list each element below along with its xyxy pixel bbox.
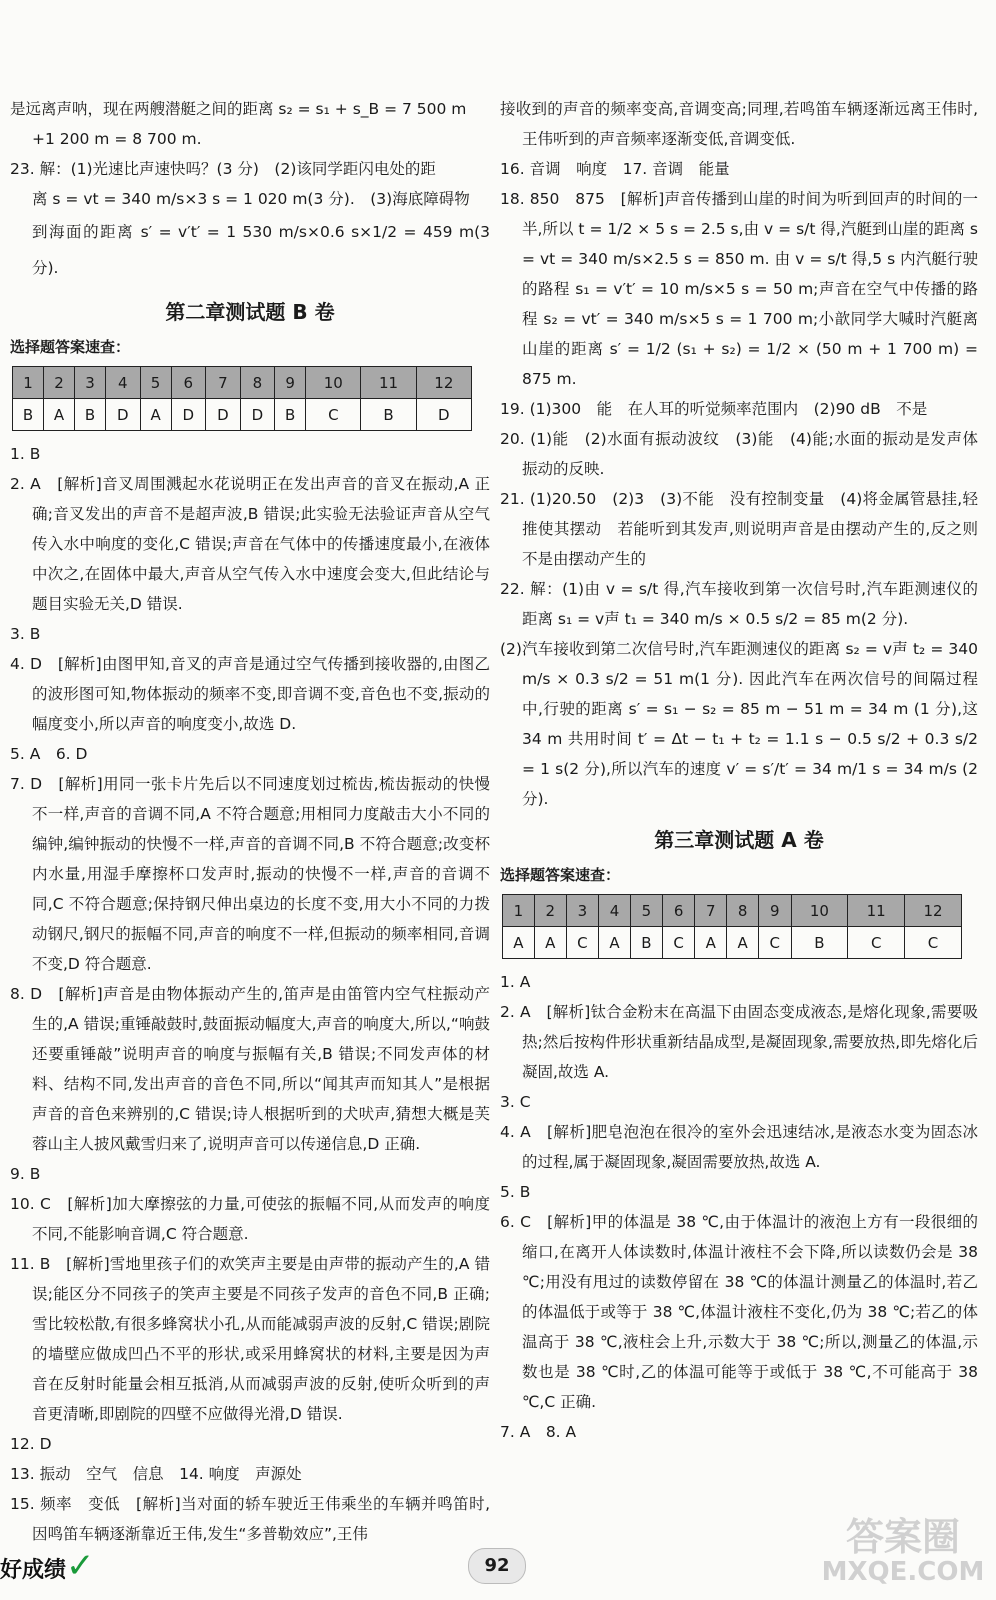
- table-cell: C: [306, 399, 361, 431]
- answer-item: 2. A [解析]音叉周围溅起水花说明正在发出声音的音叉在振动,A 正确;音叉发出的声音不是超声波,B 错误;此实验无法验证声音从空气传入水中响度的变化,C 错误;声音在气体中的传播速度最小,在液体中次之,在固体中最大,声音从空气传入水中速度会变大,但此结论与题目实验无关,D 错误.: [10, 475, 490, 613]
- table-cell: 4: [599, 895, 631, 927]
- table-cell: A: [534, 927, 566, 959]
- table-cell: 4: [106, 367, 141, 399]
- answer-item: 7. A 8. A: [500, 1423, 577, 1441]
- answer-item: 1. A: [500, 973, 531, 991]
- table-cell: A: [44, 399, 75, 431]
- table-cell: 9: [759, 895, 791, 927]
- table-cell: A: [695, 927, 727, 959]
- answer-item: (2)汽车接收到第二次信号时,汽车距测速仪的距离 s₂ = v声 t₂ = 340 m/s × 0.3 s/2 = 51 m(1 分). 因此汽车在两次信号的间隔过程中,行驶的距离 s′ = s₁ − s₂ = 85 m − 51 m = 34 m (1 分),这 34 m 共用时间 t′ = Δt − t₁ + t₂ = 1.1 s − 0.5 s/2 + 0.3 s/2 = 1 s(2 分),所以汽车的速度 v′ = s′/t′ = 34 m/1 s = 34 m/s (2 分).: [500, 640, 978, 808]
- answer-item: 22. 解：(1)由 v = s/t 得,汽车接收到第一次信号时,汽车距测速仪的距离 s₁ = v声 t₁ = 340 m/s × 0.5 s/2 = 85 m(2 分).: [500, 580, 978, 628]
- table-cell: 5: [630, 895, 662, 927]
- table-cell: 9: [275, 367, 306, 399]
- table-cell: D: [206, 399, 241, 431]
- watermark-sub: MXQE.COM: [821, 1557, 985, 1587]
- checkmark-icon: ✓: [66, 1546, 95, 1586]
- table-cell: D: [171, 399, 206, 431]
- prev-line: 是远离声呐，现在两艘潜艇之间的距离 s₂ = s₁ + s_B = 7 500 m: [10, 100, 467, 118]
- table-cell: B: [630, 927, 662, 959]
- table-cell: B: [75, 399, 106, 431]
- left-column: [10, 94, 490, 1549]
- table-cell: 8: [240, 367, 275, 399]
- table-cell: 1: [13, 367, 44, 399]
- answer-item: 11. B [解析]雪地里孩子们的欢笑声主要是由声带的振动产生的,A 错误;能区分不同孩子的笑声主要是不同孩子发声的音色不同,B 正确;雪比较松散,有很多蜂窝状小孔,从而能减弱声波的反射,C 错误;剧院的墙壁应做成凹凸不平的形状,或采用蜂窝状的材料,主要是因为声音在反射时能量会相互抵消,从而减弱声波的反射,使听众听到的声音更清晰,即剧院的四壁不应做得光滑,D 错误.: [10, 1255, 490, 1423]
- table-cell: C: [662, 927, 694, 959]
- watermark-main: 答案圈: [845, 1515, 960, 1559]
- table-cell: D: [106, 399, 141, 431]
- table-cell: D: [240, 399, 275, 431]
- table-caption: 选择题答案速查：: [500, 866, 621, 884]
- table-cell: A: [599, 927, 631, 959]
- answer-item: 10. C [解析]加大摩擦弦的力量,可使弦的振幅不同,从而发声的响度不同,不能影响音调,C 符合题意.: [10, 1195, 490, 1243]
- table-cell: 10: [791, 895, 848, 927]
- table-cell: C: [848, 927, 905, 959]
- table-cell: 11: [848, 895, 905, 927]
- table-cell: 6: [662, 895, 694, 927]
- table-cell: 5: [140, 367, 171, 399]
- table-cell: 11: [361, 367, 416, 399]
- brand-logo: [0, 1546, 95, 1591]
- answer-list-ch2b: [10, 439, 490, 1549]
- prev-line: 离 s = vt = 340 m/s×3 s = 1 020 m(3 分). (3)海底障碍物: [32, 190, 470, 208]
- section-title-ch3a: 第三章测试题 A 卷: [654, 828, 824, 852]
- answer-item: 4. A [解析]肥皂泡泡在很冷的室外会迅速结冰,是液态水变为固态冰的过程,属于凝固现象,凝固需要放热,故选 A.: [500, 1123, 978, 1171]
- table-cell: 12: [905, 895, 962, 927]
- table-cell: A: [140, 399, 171, 431]
- prev-line: 到海面的距离 s′ = v′t′ = 1 530 m/s×0.6 s×1/2 = 459 m(3 分).: [32, 223, 490, 277]
- answer-item: 13. 振动 空气 信息 14. 响度 声源处: [10, 1465, 302, 1483]
- answer-item: 3. C: [500, 1093, 531, 1111]
- answer-item: 5. B: [500, 1183, 531, 1201]
- answer-item: 18. 850 875 [解析]声音传播到山崖的时间为听到回声的时间的一半,所以 t = 1/2 × 5 s = 2.5 s,由 v = s/t 得,汽艇到山崖的距离 s = vt = 340 m/s×2.5 s = 850 m. 由 v = s/t 得,5 s 内汽艇行驶的路程 s₁ = v′t′ = 10 m/s×5 s = 50 m;声音在空气中传播的路程 s₂ = vt′ = 340 m/s×5 s = 1 700 m;小歆同学大喊时汽艇离山崖的距离 s′ = 1/2 (s₁ + s₂) = 1/2 × (50 m + 1 700 m) = 875 m.: [500, 190, 978, 388]
- table-cell: 10: [306, 367, 361, 399]
- watermark: [818, 1516, 988, 1596]
- right-column: [500, 94, 978, 1447]
- answer-item: 接收到的声音的频率变高,音调变高;同理,若鸣笛车辆逐渐远离王伟时,王伟听到的声音频率逐渐变低,音调变低.: [500, 100, 978, 148]
- answer-item: 9. B: [10, 1165, 41, 1183]
- table-cell: 12: [416, 367, 471, 399]
- table-cell: B: [791, 927, 848, 959]
- table-cell: 7: [695, 895, 727, 927]
- answer-item: 8. D [解析]声音是由物体振动产生的,笛声是由笛管内空气柱振动产生的,A 错误;重锤敲鼓时,鼓面振动幅度大,声音的响度大,所以,“响鼓还要重锤敲”说明声音的响度与振幅有关,B 错误;不同发声体的材料、结构不同,发出声音的音色不同,所以“闻其声而知其人”是根据声音的音色来辨别的,C 错误;诗人根据听到的犬吠声,猜想大概是芙蓉山主人披风戴雪归来了,说明声音可以传递信息,D 正确.: [10, 985, 490, 1153]
- table-cell: C: [759, 927, 791, 959]
- answer-item: 15. 频率 变低 [解析]当对面的轿车驶近王伟乘坐的车辆并鸣笛时,因鸣笛车辆逐渐靠近王伟,发生“多普勒效应”,王伟: [10, 1495, 490, 1543]
- answer-item: 20. (1)能 (2)水面有振动波纹 (3)能 (4)能;水面的振动是发声体振动的反映.: [500, 430, 978, 478]
- answer-item: 7. D [解析]用同一张卡片先后以不同速度划过梳齿,梳齿振动的快慢不一样,声音的音调不同,A 不符合题意;用相同力度敲击大小不同的编钟,编钟振动的快慢不一样,声音的音调不同,B 不符合题意;改变杯内水量,用湿手摩擦杯口发声时,振动的快慢不一样,声音的音调不同,C 不符合题意;保持钢尺伸出桌边的长度不变,用大小不同的力拨动钢尺,钢尺的振幅不同,声音的响度不一样,但振动的频率相同,音调不变,D 符合题意.: [10, 775, 490, 973]
- table-cell: D: [416, 399, 471, 431]
- answer-list-ch3a: [500, 967, 978, 1447]
- page-number: 92: [468, 1548, 526, 1584]
- table-cell: 6: [171, 367, 206, 399]
- answer-item: 2. A [解析]钛合金粉末在高温下由固态变成液态,是熔化现象,需要吸热;然后按构件形状重新结晶成型,是凝固现象,需要放热,即先熔化后凝固,故选 A.: [500, 1003, 978, 1081]
- section-title-ch2b: 第二章测试题 B 卷: [165, 300, 335, 324]
- answer-item: 4. D [解析]由图甲知,音叉的声音是通过空气传播到接收器的,由图乙的波形图可知,物体振动的频率不变,即音调不变,音色也不变,振动的幅度变小,所以声音的响度变小,故选 D.: [10, 655, 490, 733]
- answer-list-continued: [500, 94, 978, 814]
- answer-table-ch3a: [502, 894, 962, 959]
- prev-line: 23. 解：(1)光速比声速快吗？(3 分) (2)该同学距闪电处的距: [10, 160, 436, 178]
- table-cell: C: [905, 927, 962, 959]
- table-cell: 2: [44, 367, 75, 399]
- table-cell: B: [275, 399, 306, 431]
- prev-line: +1 200 m = 8 700 m.: [32, 130, 202, 148]
- table-cell: C: [566, 927, 598, 959]
- answer-item: 16. 音调 响度 17. 音调 能量: [500, 160, 730, 178]
- table-cell: B: [13, 399, 44, 431]
- table-cell: 1: [503, 895, 535, 927]
- table-cell: A: [503, 927, 535, 959]
- answer-item: 19. (1)300 能 在人耳的听觉频率范围内 (2)90 dB 不是: [500, 400, 928, 418]
- answer-item: 6. C [解析]甲的体温是 38 ℃,由于体温计的液泡上方有一段很细的缩口,在离开人体读数时,体温计液柱不会下降,所以读数仍会是 38 ℃;用没有甩过的读数停留在 38 ℃的体温计测量乙的体温时,若乙的体温低于或等于 38 ℃,体温计液柱不变化,仍为 38 ℃;若乙的体温高于 38 ℃,液柱会上升,示数大于 38 ℃;所以,测量乙的体温,示数也是 38 ℃时,乙的体温可能等于或低于 38 ℃,不可能高于 38 ℃,C 正确.: [500, 1213, 978, 1411]
- answer-item: 3. B: [10, 625, 41, 643]
- brand-text: 好成绩: [0, 1558, 67, 1583]
- table-cell: A: [727, 927, 759, 959]
- answer-item: 21. (1)20.50 (2)3 (3)不能 没有控制变量 (4)将金属管悬挂,轻推使其摆动 若能听到其发声,则说明声音是由摆动产生的,反之则不是由摆动产生的: [500, 490, 978, 568]
- table-cell: 2: [534, 895, 566, 927]
- table-cell: 3: [566, 895, 598, 927]
- answer-item: 5. A 6. D: [10, 745, 88, 763]
- table-cell: 3: [75, 367, 106, 399]
- table-cell: 7: [206, 367, 241, 399]
- answer-table-ch2b: [12, 366, 472, 431]
- answer-item: 1. B: [10, 445, 41, 463]
- table-cell: 8: [727, 895, 759, 927]
- table-cell: B: [361, 399, 416, 431]
- table-caption: 选择题答案速查：: [10, 338, 131, 356]
- answer-item: 12. D: [10, 1435, 52, 1453]
